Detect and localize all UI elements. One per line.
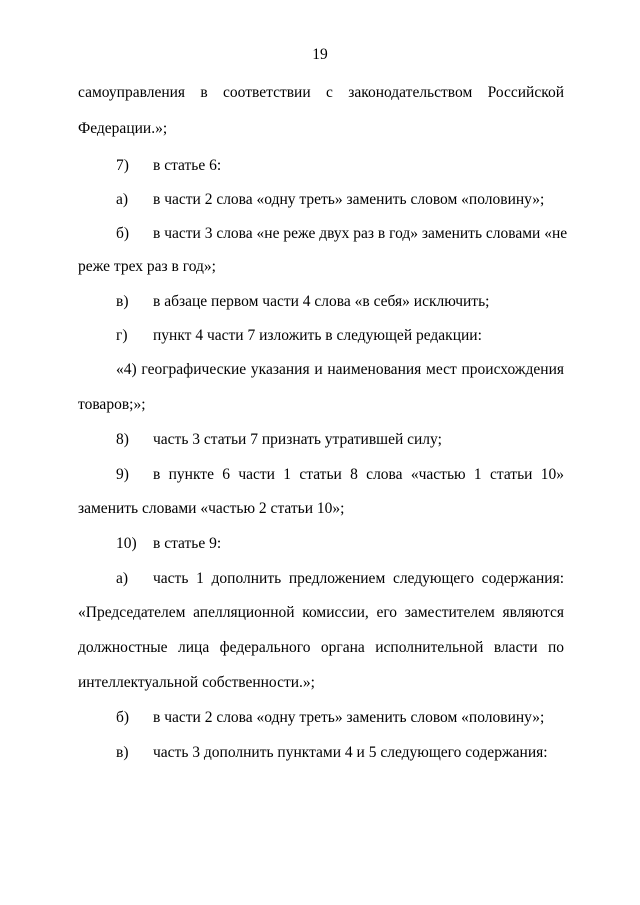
text-line: Федерации.»;	[78, 120, 168, 137]
quoted-line: «4) географические указания и наименования мест происхождения	[116, 361, 564, 378]
item-marker: б)	[116, 709, 130, 726]
item-text: часть 3 статьи 7 признать утратившей силу;	[153, 431, 442, 448]
item-text: часть 3 дополнить пунктами 4 и 5 следующего содержания:	[153, 744, 548, 761]
text-line: должностные лица федерального органа исполнительной власти по	[78, 639, 564, 656]
item-marker: а)	[116, 570, 129, 587]
text-line: товаров;»;	[78, 396, 146, 413]
item-text: пункт 4 части 7 изложить в следующей редакции:	[153, 327, 482, 344]
item-text: в части 3 слова «не реже двух раз в год» заменить словами «не	[153, 225, 568, 242]
item-text: в абзаце первом части 4 слова «в себя» исключить;	[153, 293, 490, 310]
item-text: в статье 6:	[153, 157, 222, 174]
item-marker: а)	[116, 191, 129, 208]
text-line: «Председателем апелляционной комиссии, его заместителем являются	[78, 604, 564, 621]
item-marker: г)	[116, 327, 128, 344]
item-marker: б)	[116, 225, 130, 242]
item-marker: в)	[116, 293, 129, 310]
text-line: реже трех раз в год»;	[78, 258, 216, 275]
text-line: самоуправления в соответствии с законодательством Российской	[78, 84, 564, 101]
item-text: в части 2 слова «одну треть» заменить словом «половину»;	[153, 709, 545, 726]
item-marker: 8)	[116, 431, 129, 448]
item-marker: 7)	[116, 157, 129, 174]
page-number: 19	[312, 46, 328, 63]
text-line: интеллектуальной собственности.»;	[78, 674, 315, 691]
text-line: заменить словами «частью 2 статьи 10»;	[78, 500, 345, 517]
item-text: в части 2 слова «одну треть» заменить словом «половину»;	[153, 191, 545, 208]
item-marker: в)	[116, 744, 129, 761]
item-marker: 10)	[116, 535, 137, 552]
item-text: в пункте 6 части 1 статьи 8 слова «частью 1 статьи 10»	[153, 466, 564, 483]
item-marker: 9)	[116, 466, 129, 483]
item-text: часть 1 дополнить предложением следующего содержания:	[153, 570, 564, 587]
item-text: в статье 9:	[153, 535, 222, 552]
